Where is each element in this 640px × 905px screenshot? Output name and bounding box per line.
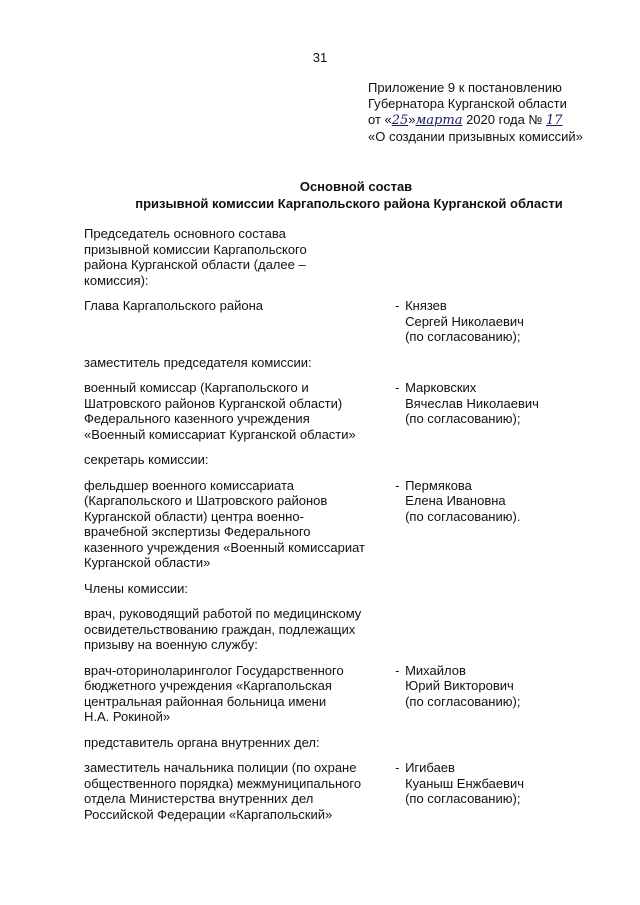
chair-header-line: Председатель основного состава: [84, 226, 286, 241]
position-line: (Каргапольского и Шатровского районов: [84, 493, 328, 508]
document-title: [0, 178, 640, 212]
given-names: Елена Ивановна: [405, 493, 506, 508]
appendix-line-3: [368, 112, 583, 129]
member-position: [84, 380, 387, 442]
position-line: фельдшер военного комиссариата: [84, 477, 295, 493]
section-header: [84, 355, 564, 371]
given-names: Вячеслав Николаевич: [405, 395, 539, 411]
section-header-line: освидетельствованию граждан, подлежащих: [84, 621, 356, 637]
position-line: общественного порядка) межмуниципального: [84, 775, 362, 791]
position-line: Н.А. Рокиной»: [84, 709, 171, 724]
surname: Игибаев: [405, 760, 455, 775]
appendix-line-4: «О создании призывных комиссий»: [368, 129, 583, 144]
position-line: заместитель начальника полиции (по охране: [84, 760, 357, 775]
member-entry: [84, 663, 564, 725]
section-header-line: представитель органа внутренних дел:: [84, 734, 320, 750]
title-line-1: Основной состав: [299, 179, 413, 194]
member-entry: [84, 298, 564, 345]
section-header: [84, 452, 564, 468]
position-line: бюджетного учреждения «Каргапольская: [84, 678, 332, 693]
chair-header-line: призывной комиссии Каргапольского: [84, 241, 307, 257]
surname: Михайлов: [405, 662, 466, 678]
agreement-note: (по согласованию);: [405, 791, 521, 806]
section-header: [84, 581, 564, 597]
appendix-date-prefix: от «: [368, 112, 392, 127]
surname: Князев: [405, 298, 447, 313]
section-header-line: призыву на военную службу:: [84, 637, 258, 652]
section-header: [84, 735, 564, 751]
appendix-line-1: Приложение 9 к постановлению: [368, 80, 562, 95]
member-name: - Игибаев Куаныш Енжбаевич (по согласованию);: [387, 760, 564, 822]
member-position: [84, 760, 387, 822]
chair-header-line: района Курганской области (далее –: [84, 257, 306, 272]
appendix-block: [368, 80, 583, 145]
member-name: - Князев Сергей Николаевич (по согласованию);: [387, 298, 564, 345]
agreement-note: (по согласованию);: [405, 329, 521, 344]
position-line: казенного учреждения «Военный комиссариат: [84, 539, 365, 555]
surname: Пермякова: [405, 477, 472, 493]
appendix-line-2: Губернатора Курганской области: [368, 96, 567, 111]
section-header-line: заместитель председателя комиссии:: [84, 354, 312, 370]
position-line: Федерального казенного учреждения: [84, 411, 310, 426]
section-header-line: секретарь комиссии:: [84, 452, 209, 467]
section-header-line: Члены комиссии:: [84, 580, 189, 596]
member-name: - Михайлов Юрий Викторович (по согласованию);: [387, 663, 564, 725]
title-line-2: призывной комиссии Каргапольского района Курганской области: [135, 196, 563, 211]
appendix-date-mid: »: [408, 112, 416, 127]
position-line: врач-оториноларинголог Государственного: [84, 662, 344, 678]
member-name: - Марковских Вячеслав Николаевич (по согласованию);: [387, 380, 564, 442]
agreement-note: (по согласованию);: [405, 411, 521, 426]
agreement-note: (по согласованию).: [405, 508, 521, 524]
position-line: Курганской области) центра военно-: [84, 508, 304, 524]
member-position: [84, 298, 387, 345]
given-names: Юрий Викторович: [405, 678, 514, 693]
handwritten-number: 17: [546, 113, 563, 128]
member-entry: [84, 478, 564, 571]
chair-header-line: комиссия):: [84, 272, 149, 288]
handwritten-day: 25: [391, 113, 409, 128]
position-line: Шатровского районов Курганской области): [84, 395, 343, 411]
member-entry: [84, 380, 564, 442]
section-header: [84, 606, 564, 653]
position-line: Курганской области»: [84, 555, 211, 570]
member-position: [84, 663, 387, 725]
position-line: врачебной экспертизы Федерального: [84, 524, 311, 539]
chair-header: [84, 226, 564, 288]
position-line: Российской Федерации «Каргапольский»: [84, 806, 333, 822]
agreement-note: (по согласованию);: [405, 693, 521, 709]
given-names: Сергей Николаевич: [405, 313, 524, 329]
position-line: центральная районная больница имени: [84, 693, 327, 709]
position-line: военный комиссар (Каргапольского и: [84, 380, 309, 395]
member-entry: [84, 760, 564, 822]
member-position: [84, 478, 387, 571]
handwritten-month: марта: [415, 113, 463, 128]
member-name: - Пермякова Елена Ивановна (по согласованию).: [387, 478, 564, 571]
commission-list: [84, 226, 564, 832]
page-number: 31: [312, 50, 328, 65]
given-names: Куаныш Енжбаевич: [405, 775, 525, 791]
appendix-year: 2020 года №: [462, 112, 546, 127]
position-line: «Военный комиссариат Курганской области»: [84, 426, 356, 442]
section-header-line: врач, руководящий работой по медицинскому: [84, 606, 362, 621]
position-line: Глава Каргапольского района: [84, 298, 264, 313]
surname: Марковских: [405, 380, 477, 395]
position-line: отдела Министерства внутренних дел: [84, 791, 314, 806]
